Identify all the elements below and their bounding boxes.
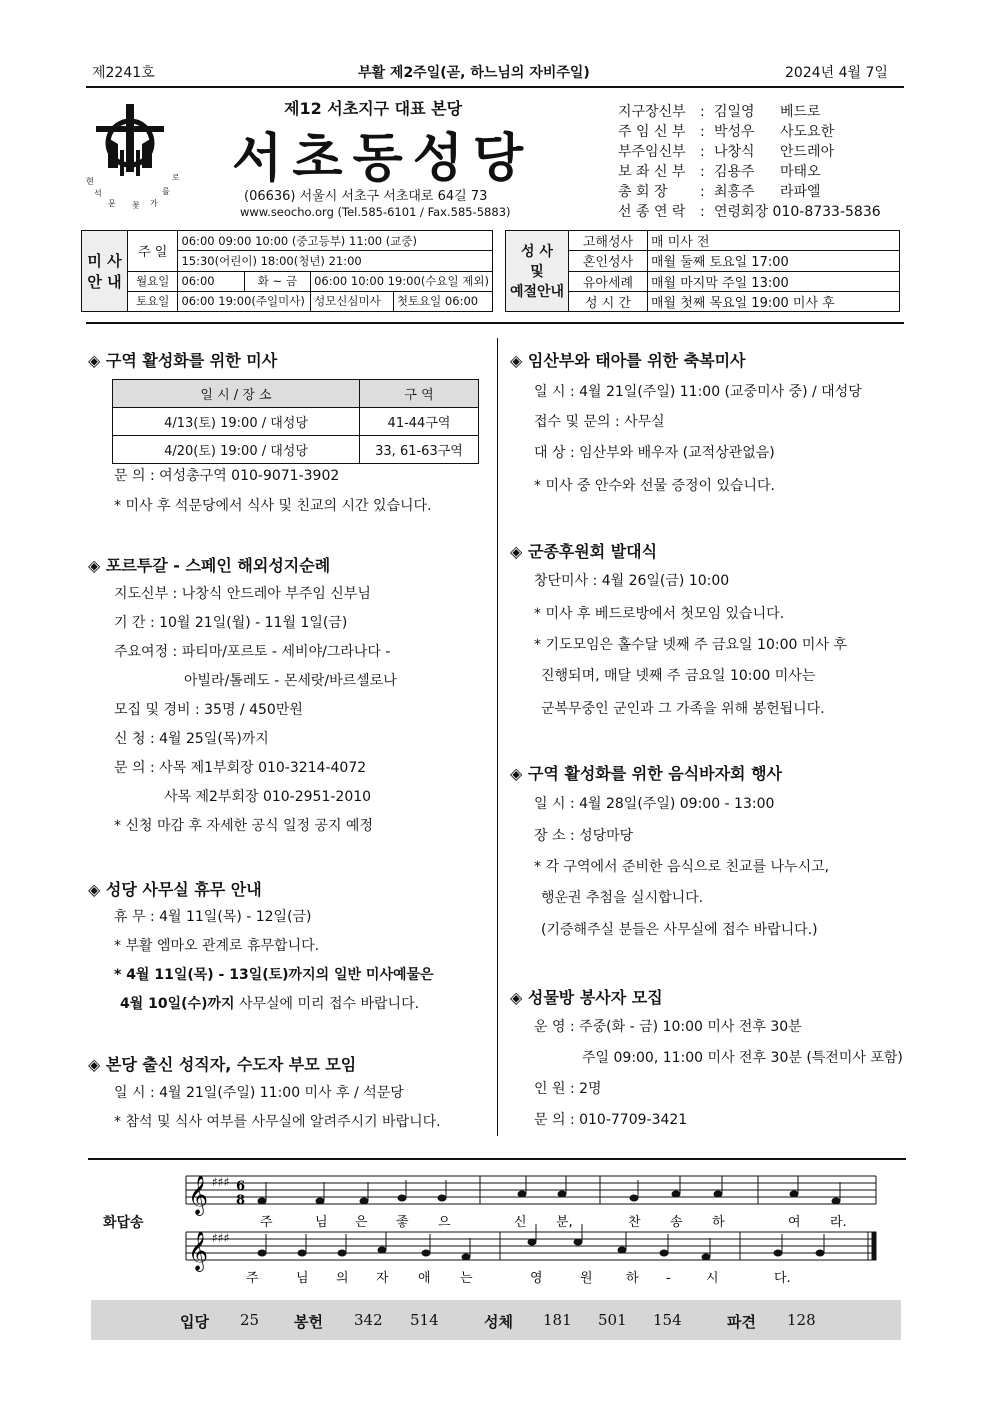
- offertory-label: 봉헌: [294, 1313, 323, 1331]
- contact-row: 보 좌 신 부 : 김용주 마태오: [618, 164, 821, 180]
- contact-row: 선 종 연 락 : 연령회장 010-8733-5836: [618, 204, 881, 220]
- first-saturday-time: 첫토요일 06:00: [393, 291, 492, 311]
- section-title-giftshop-volunteers: ◈ 성물방 봉사자 모집: [510, 988, 663, 1007]
- contact-baptismal-name: 마태오: [780, 164, 821, 180]
- contact-baptismal-name: 라파엘: [780, 184, 821, 200]
- contact-role: 총 회 장: [618, 184, 668, 200]
- saturday-label: 토요일: [127, 291, 178, 311]
- lyric-syllable: 의: [336, 1271, 349, 1286]
- saturday-times: 06:00 19:00(주일미사): [178, 291, 311, 311]
- sacrament-type: 혼인성사: [569, 251, 648, 271]
- contact-role: 선 종 연 락: [618, 204, 686, 220]
- contact-role: 지구장신부: [618, 104, 686, 120]
- text-line: 일 시 : 4월 21일(주일) 11:00 미사 후 / 석문당: [114, 1085, 404, 1101]
- logo-char-4: 를: [162, 187, 170, 196]
- contact-name: 김일영: [714, 104, 755, 120]
- issue-number: 제2241호: [92, 65, 155, 81]
- mass-schedule-table: [81, 230, 493, 312]
- text-line: 일 시 : 4월 28일(주일) 09:00 - 13:00: [534, 796, 775, 812]
- text-line: 문 의 : 사목 제1부회장 010-3214-4072: [114, 760, 367, 776]
- sacrament-label-cell: 성 사 및 예절안내: [506, 231, 569, 312]
- sacrament-time: 매월 둘째 토요일 17:00: [648, 251, 900, 271]
- sacrament-table: [505, 230, 900, 312]
- text-line: * 미사 후 베드로방에서 첫모임 있습니다.: [534, 606, 785, 622]
- contact-row: 지구장신부 : 김일영 베드로: [618, 104, 821, 120]
- lyric-syllable: 하: [712, 1215, 725, 1230]
- contact-role: 보 좌 신 부: [618, 164, 686, 180]
- time-signature: 6: [236, 1179, 246, 1194]
- logo-char-5: 문: [108, 199, 116, 208]
- lyric-syllable: 님: [315, 1215, 328, 1230]
- table-cell: 41-44구역: [360, 408, 479, 436]
- text-line: 진행되며, 매달 넷째 주 금요일 10:00 미사는: [541, 668, 816, 684]
- offertory-number: 514: [410, 1311, 439, 1329]
- schedule-rule: [86, 322, 904, 324]
- logo-right-figure: [142, 138, 152, 168]
- text-line: 접수 및 문의 : 사무실: [534, 414, 665, 430]
- entrance-number: 25: [240, 1311, 260, 1329]
- staff-2: [186, 1232, 876, 1260]
- column-divider: [497, 338, 498, 1136]
- contact-baptismal-name: 사도요한: [780, 124, 835, 140]
- logo-cross-horizontal: [96, 126, 164, 132]
- logo-char-2: 로: [172, 173, 180, 182]
- lyric-syllable: 송: [670, 1215, 683, 1230]
- issue-date: 2024년 4월 7일: [785, 65, 888, 81]
- text-line: 휴 무 : 4월 11일(목) - 12일(금): [114, 909, 312, 925]
- treble-clef-icon: 𝄞: [188, 1231, 209, 1271]
- section-title-food-bazaar: ◈ 구역 활성화를 위한 음식바자회 행사: [510, 764, 782, 783]
- sacrament-time: 매월 마지막 주일 13:00: [648, 271, 900, 291]
- dismissal-label: 파견: [727, 1313, 756, 1331]
- sunday-label: 주 일: [127, 231, 178, 272]
- contact-name: 최흥주: [714, 184, 755, 200]
- lyric-syllable: 님: [296, 1271, 309, 1286]
- lyrics-line-2: [246, 1270, 791, 1286]
- lyric-syllable: 분,: [556, 1215, 573, 1230]
- masthead-subtitle: 제12 서초지구 대표 본당: [284, 99, 463, 118]
- logo-cross-vertical: [126, 104, 134, 172]
- sunday-times-2: 15:30(어린이) 18:00(청년) 21:00: [178, 251, 493, 271]
- text-line: 기 간 : 10월 21일(월) - 11월 1일(금): [114, 615, 348, 631]
- text-line: * 부활 엠마오 관계로 휴무합니다.: [114, 938, 320, 954]
- text-line: * 참석 및 식사 여부를 사무실에 알려주시기 바랍니다.: [114, 1114, 441, 1130]
- contact-name: 박성우: [714, 124, 755, 140]
- monday-label: 월요일: [127, 271, 178, 291]
- lyrics-line-1: [260, 1214, 847, 1230]
- lyric-syllable: 여: [788, 1215, 801, 1230]
- communion-number: 501: [598, 1311, 627, 1329]
- contact-baptismal-name: 베드로: [780, 104, 821, 120]
- liturgical-occasion: 부활 제2주일(곧, 하느님의 자비주일): [358, 65, 590, 81]
- text-line: 대 상 : 임산부와 배우자 (교적상관없음): [534, 445, 775, 461]
- parish-title: 서초동성당: [232, 129, 534, 189]
- lyric-syllable: 시: [706, 1271, 719, 1286]
- text-line: 인 원 : 2명: [534, 1081, 602, 1097]
- logo-left-figure: [108, 138, 118, 168]
- sacrament-type: 유아세례: [569, 271, 648, 291]
- section-title-pregnancy-blessing: ◈ 임산부와 태아를 위한 축복미사: [510, 351, 746, 370]
- table-cell: 4/13(토) 19:00 / 대성당: [113, 408, 360, 436]
- text-line: 운 영 : 주중(화 - 금) 10:00 미사 전후 30분: [534, 1019, 802, 1035]
- text-line: * 신청 마감 후 자세한 공식 일정 공지 예정: [114, 818, 373, 834]
- staff-1: [186, 1176, 876, 1204]
- contact-baptismal-name: 안드레아: [780, 144, 835, 160]
- text-line: * 미사 중 안수와 선물 증정이 있습니다.: [534, 478, 776, 494]
- contact-role: 주 임 신 부: [618, 124, 686, 140]
- time-signature: 8: [236, 1193, 246, 1208]
- contact-name: 나창식: [714, 144, 755, 160]
- logo-char-7: 가: [150, 199, 158, 208]
- lyric-syllable: 은: [355, 1215, 368, 1230]
- clergy-contacts: [618, 102, 881, 222]
- text-line: (기증해주실 분들은 사무실에 접수 바랍니다.): [541, 922, 818, 938]
- lyric-syllable: -: [666, 1271, 671, 1286]
- text-line: 문 의 : 여성총구역 010-9071-3902: [114, 468, 340, 484]
- lyric-syllable: 애: [418, 1271, 431, 1286]
- section-title-district-mass: ◈ 구역 활성화를 위한 미사: [88, 351, 278, 370]
- lyric-syllable: 주: [246, 1271, 259, 1286]
- table-header: 구 역: [360, 380, 479, 408]
- notes-line-2: [258, 1224, 824, 1260]
- logo-char-6: 꽃: [132, 201, 140, 210]
- communion-number: 154: [653, 1311, 682, 1329]
- contact-row: 부주임신부 : 나창식 안드레아: [618, 144, 835, 160]
- sunday-times-1: 06:00 09:00 10:00 (중고등부) 11:00 (교중): [178, 231, 493, 251]
- sacrament-type: 고해성사: [569, 231, 648, 251]
- psalm-score: [180, 1168, 880, 1290]
- section-title-pilgrimage: ◈ 포르투갈 - 스페인 해외성지순례: [88, 556, 331, 575]
- text-line: 4월 10일(수)까지 사무실에 미리 접수 바랍니다.: [120, 996, 420, 1012]
- text-line: * 4월 11일(목) - 13일(토)까지의 일반 미사예물은: [114, 967, 434, 983]
- text-line: 모집 및 경비 : 35명 / 450만원: [114, 702, 303, 718]
- text-line: 군복무중인 군인과 그 가족을 위해 봉헌됩니다.: [541, 701, 825, 717]
- communion-number: 181: [543, 1311, 572, 1329]
- table-cell: 4/20(토) 19:00 / 대성당: [113, 436, 360, 464]
- saturday-marian-mass: 성모신심미사: [311, 291, 394, 311]
- lyric-syllable: 좋: [396, 1215, 409, 1230]
- text-line: * 기도모임은 홀수달 넷째 주 금요일 10:00 미사 후: [534, 637, 847, 653]
- weekday-label: 화 ~ 금: [244, 271, 310, 291]
- text-line: 신 청 : 4월 25일(목)까지: [114, 731, 269, 747]
- offertory-number: 342: [354, 1311, 383, 1329]
- text-line: 주요여정 : 파티마/포르토 - 세비야/그라나다 -: [114, 644, 391, 660]
- district-mass-table: [112, 379, 479, 464]
- contact-role: 부주임신부: [618, 144, 686, 160]
- sacrament-time: 매월 첫째 목요일 19:00 미사 후: [648, 291, 900, 311]
- text-line: 지도신부 : 나창식 안드레아 부주임 신부님: [114, 586, 371, 602]
- text-line: * 각 구역에서 준비한 음식으로 친교를 나누시고,: [534, 859, 830, 875]
- parish-address: (06636) 서울시 서초구 서초대로 64길 73: [244, 189, 488, 204]
- treble-clef-icon: 𝄞: [188, 1175, 209, 1215]
- contact-row: 주 임 신 부 : 박성우 사도요한: [618, 124, 835, 140]
- monday-time: 06:00: [178, 271, 244, 291]
- text-line: 주일 09:00, 11:00 미사 전후 30분 (특전미사 포함): [582, 1050, 903, 1066]
- table-cell: 33, 61-63구역: [360, 436, 479, 464]
- communion-label: 성체: [484, 1313, 513, 1331]
- text-line: 행운권 추첨을 실시합니다.: [541, 890, 704, 906]
- lyric-syllable: 영: [530, 1271, 543, 1286]
- lyric-syllable: 는: [460, 1271, 473, 1286]
- mass-label-cell: 미 사 안 내: [82, 231, 128, 312]
- lyric-syllable: 주: [260, 1215, 273, 1230]
- text-line: 아빌라/톨레도 - 몬세랏/바르셀로나: [184, 673, 397, 689]
- lyric-syllable: 다.: [774, 1271, 791, 1286]
- text-line: 일 시 : 4월 21일(주일) 11:00 (교중미사 중) / 대성당: [534, 384, 862, 400]
- entrance-label: 입당: [180, 1313, 209, 1331]
- section-title-parents-meeting: ◈ 본당 출신 성직자, 수도자 부모 모임: [88, 1055, 357, 1074]
- text-line: 창단미사 : 4월 26일(금) 10:00: [534, 573, 730, 589]
- lyric-syllable: 자: [376, 1271, 389, 1286]
- hymn-rule: [88, 1158, 906, 1160]
- contact-name: 연령회장 010-8733-5836: [714, 204, 881, 220]
- text-line: * 미사 후 석문당에서 식사 및 친교의 시간 있습니다.: [114, 498, 432, 514]
- text-line: 장 소 : 성당마당: [534, 828, 634, 844]
- dismissal-number: 128: [787, 1311, 816, 1329]
- text-line: 문 의 : 010-7709-3421: [534, 1112, 688, 1128]
- key-signature-icon: ♯♯♯: [212, 1231, 230, 1245]
- lyric-syllable: 원: [580, 1271, 593, 1286]
- parish-website: www.seocho.org (Tel.585-6101 / Fax.585-5883): [240, 205, 511, 219]
- contact-name: 김용주: [714, 164, 755, 180]
- logo-char-3: 석: [94, 189, 102, 198]
- logo-char-1: 현: [86, 177, 94, 186]
- table-header: 일 시 / 장 소: [113, 380, 360, 408]
- lyric-syllable: 으: [438, 1215, 451, 1230]
- sacrament-time: 매 미사 전: [648, 231, 900, 251]
- lyric-syllable: 찬: [628, 1215, 641, 1230]
- lyric-syllable: 신: [514, 1215, 527, 1230]
- section-title-military-support: ◈ 군종후원회 발대식: [510, 542, 658, 561]
- sacrament-type: 성 시 간: [569, 291, 648, 311]
- section-title-office-closed: ◈ 성당 사무실 휴무 안내: [88, 880, 262, 899]
- lyric-syllable: 라.: [830, 1215, 847, 1230]
- weekday-times: 06:00 10:00 19:00(수요일 제외): [311, 271, 493, 291]
- psalm-label: 화답송: [103, 1215, 144, 1231]
- contact-row: 총 회 장 : 최흥주 라파엘: [618, 184, 821, 200]
- lyric-syllable: 하: [626, 1271, 639, 1286]
- header-rule: [86, 86, 904, 88]
- text-line: 사목 제2부회장 010-2951-2010: [164, 789, 372, 805]
- key-signature-icon: ♯♯♯: [212, 1175, 230, 1189]
